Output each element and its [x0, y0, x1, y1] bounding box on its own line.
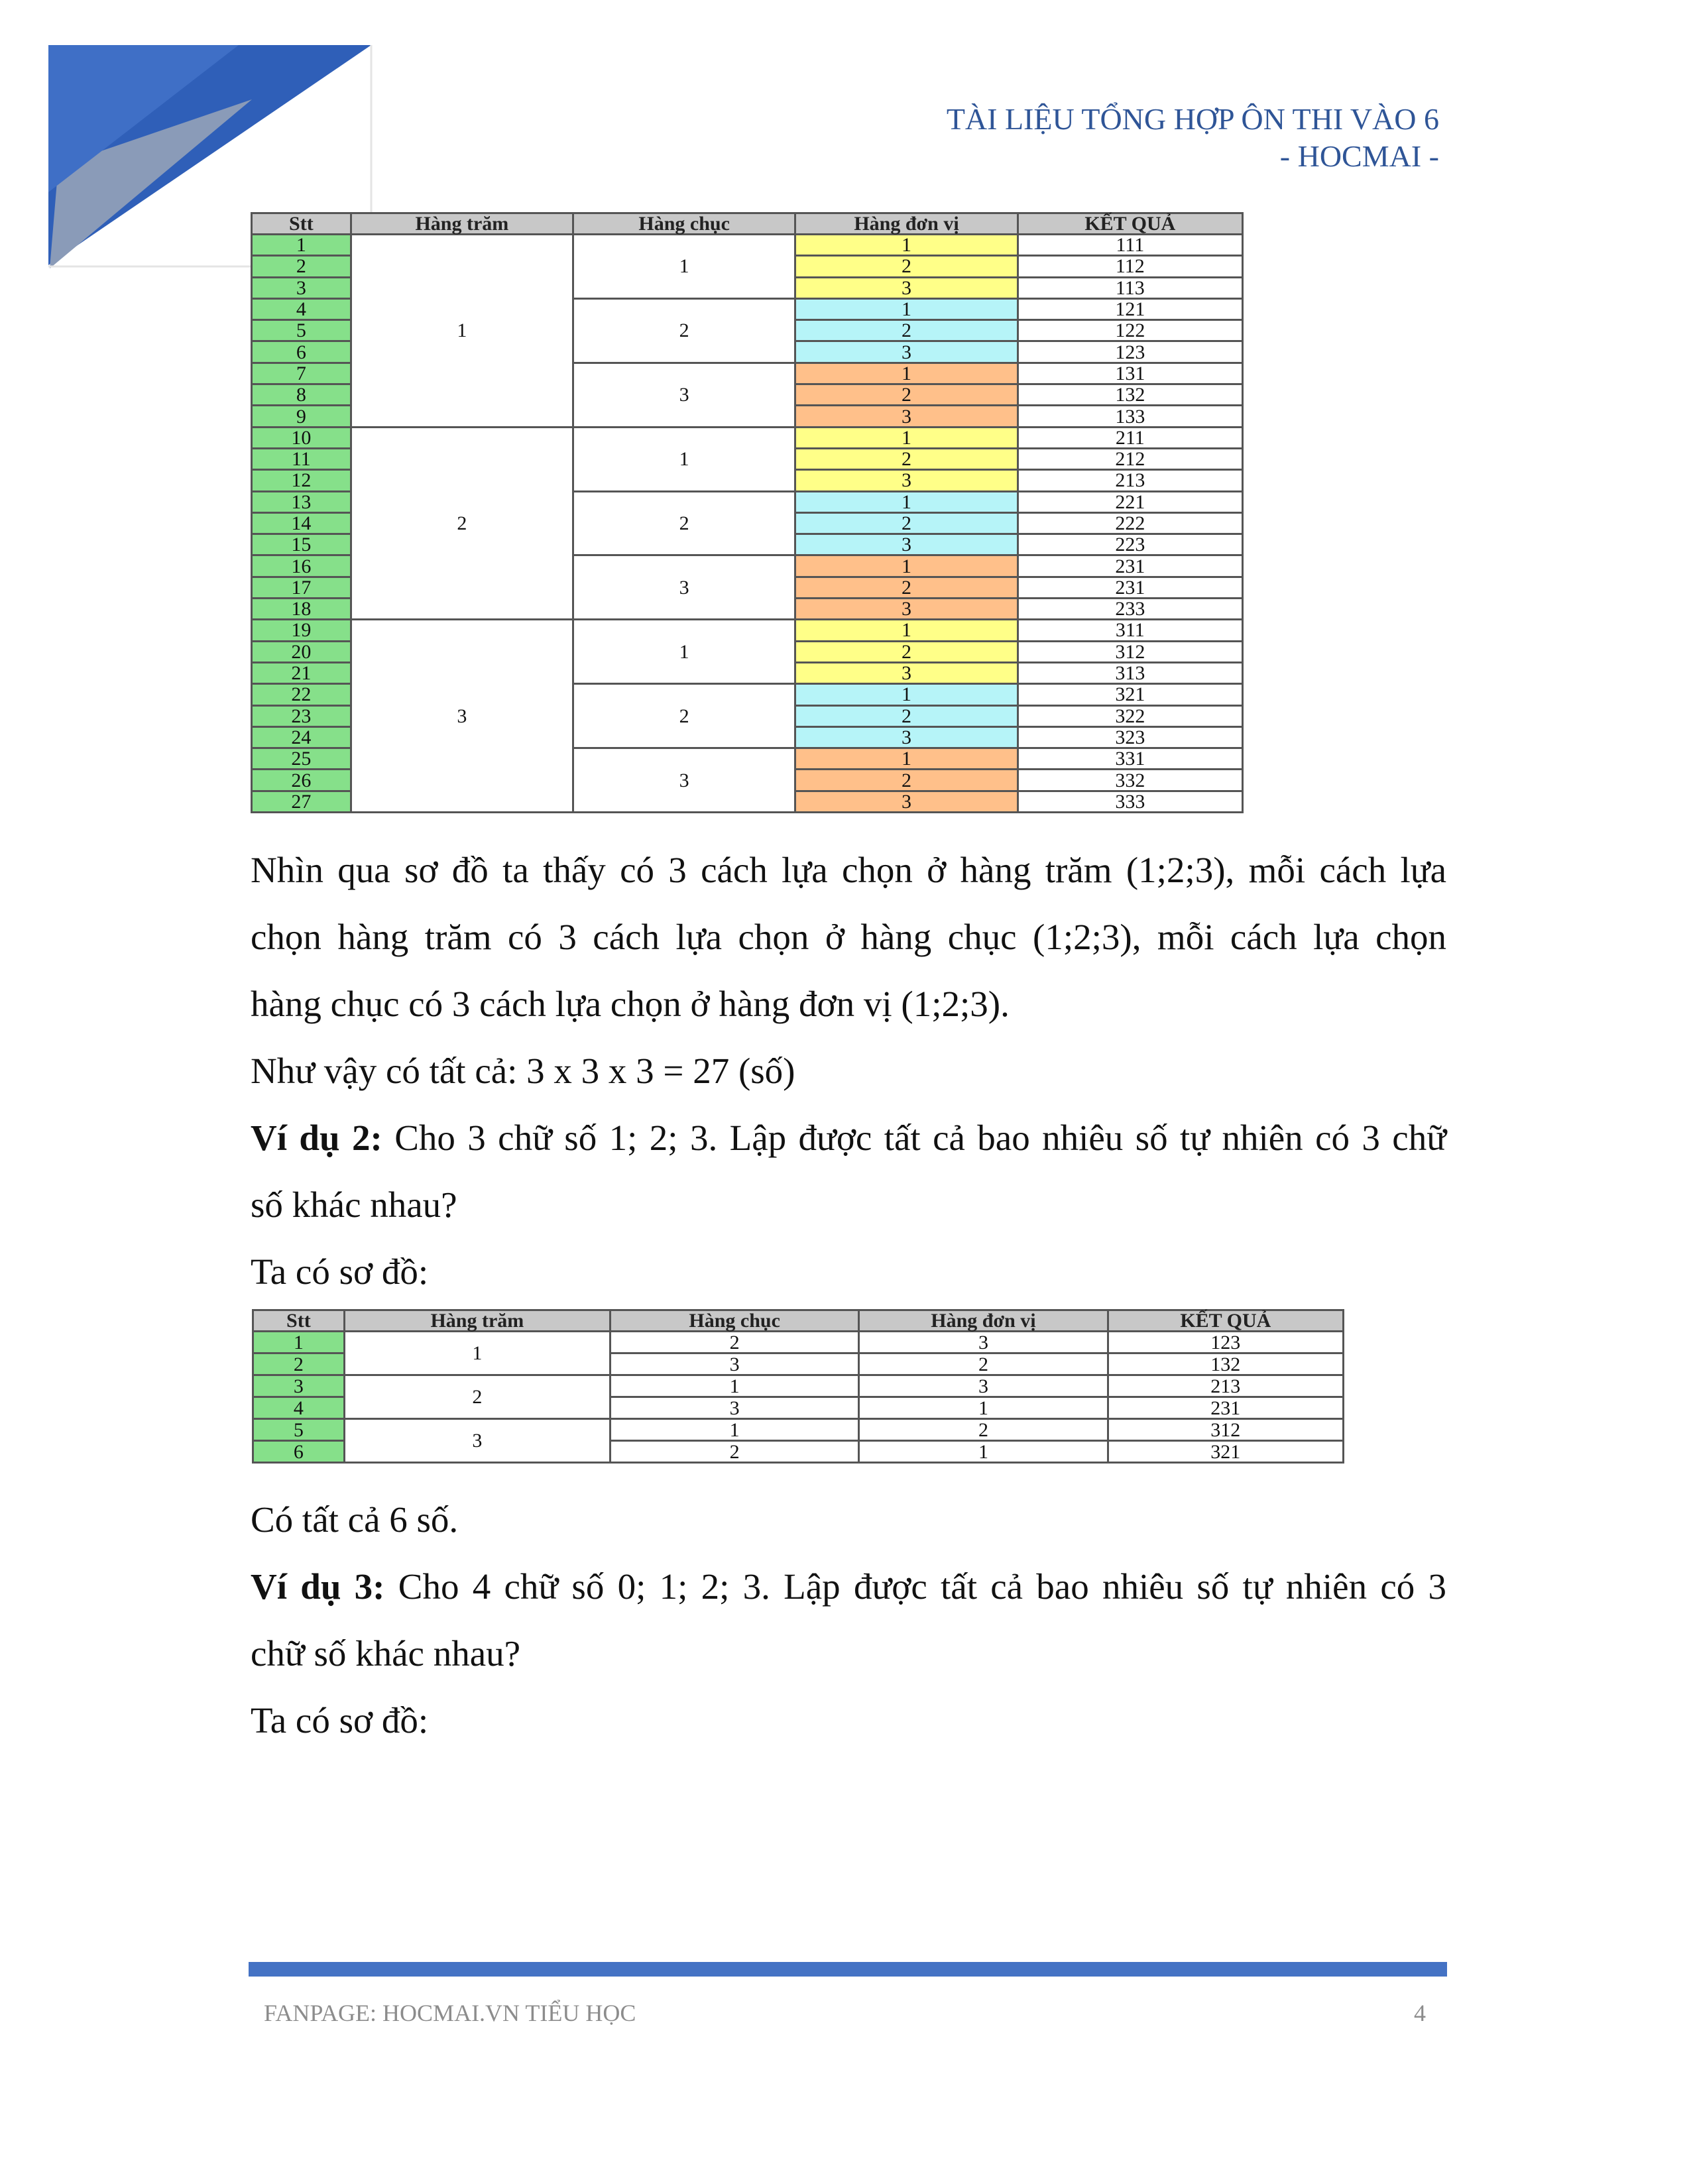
stt-cell: 9 [252, 406, 351, 427]
stt-cell: 10 [252, 427, 351, 448]
example-3-line-2: chữ số khác nhau? [251, 1633, 521, 1674]
units-cell: 2 [795, 577, 1018, 598]
units-cell: 1 [795, 748, 1018, 770]
stt-cell: 25 [252, 748, 351, 770]
example-2-line-2: số khác nhau? [251, 1184, 457, 1225]
units-cell: 3 [795, 406, 1018, 427]
tens-cell: 3 [573, 555, 795, 620]
explanation-line-3: hàng chục có 3 cách lựa chọn ở hàng đơn vị (1;2;3). [251, 984, 1010, 1024]
stt-cell: 2 [252, 256, 351, 277]
result-cell: 233 [1018, 599, 1242, 620]
hundreds-cell: 2 [344, 1375, 610, 1419]
tens-cell: 2 [573, 684, 795, 748]
col-header-hundreds: Hàng trăm [344, 1310, 610, 1332]
tens-cell: 3 [611, 1353, 859, 1375]
result-cell: 212 [1018, 448, 1242, 469]
units-cell: 1 [795, 235, 1018, 256]
units-cell: 3 [795, 791, 1018, 812]
result-cell: 123 [1108, 1332, 1343, 1353]
units-cell: 2 [795, 320, 1018, 341]
example-2-summary: Có tất cả 6 số. [251, 1499, 459, 1540]
stt-cell: 17 [252, 577, 351, 598]
stt-cell: 14 [252, 512, 351, 534]
tens-cell: 1 [573, 620, 795, 684]
tens-cell: 1 [573, 235, 795, 299]
tens-cell: 3 [573, 363, 795, 427]
result-cell: 311 [1018, 620, 1242, 641]
hundreds-cell: 3 [344, 1419, 610, 1463]
result-cell: 231 [1108, 1397, 1343, 1419]
stt-cell: 12 [252, 470, 351, 491]
result-cell: 223 [1018, 534, 1242, 555]
result-cell: 221 [1018, 491, 1242, 512]
tens-cell: 2 [611, 1441, 859, 1463]
explanation-line-1: Nhìn qua sơ đồ ta thấy có 3 cách lựa chọn ở hàng trăm (1;2;3), mỗi cách lựa [251, 850, 1446, 890]
result-cell: 321 [1018, 684, 1242, 705]
header-title: TÀI LIỆU TỔNG HỢP ÔN THI VÀO 6 [946, 102, 1439, 136]
stt-cell: 23 [252, 705, 351, 726]
units-cell: 3 [795, 470, 1018, 491]
hundreds-cell: 1 [351, 235, 573, 428]
page-number: 4 [1414, 2000, 1426, 2026]
stt-cell: 5 [253, 1419, 345, 1441]
units-cell: 2 [795, 448, 1018, 469]
table-three-digit-distinct [252, 1309, 1344, 1464]
stt-cell: 7 [252, 363, 351, 384]
table-header-row [253, 1310, 1344, 1332]
col-header-result: KẾT QUẢ [1108, 1310, 1343, 1332]
example-3-question: Cho 4 chữ số 0; 1; 2; 3. Lập được tất cả bao nhiêu số tự nhiên có 3 [398, 1566, 1447, 1607]
stt-cell: 20 [252, 641, 351, 662]
example-3-line-1 [251, 1553, 1446, 1620]
result-cell: 231 [1018, 555, 1242, 577]
units-cell: 1 [795, 555, 1018, 577]
stt-cell: 21 [252, 662, 351, 683]
tens-cell: 2 [573, 298, 795, 363]
result-cell: 113 [1018, 277, 1242, 298]
footer-divider [249, 1962, 1447, 1977]
col-header-tens: Hàng chục [611, 1310, 859, 1332]
stt-cell: 4 [253, 1397, 345, 1419]
col-header-tens: Hàng chục [573, 213, 795, 235]
result-cell: 321 [1108, 1441, 1343, 1463]
result-cell: 123 [1018, 341, 1242, 363]
table-row [252, 235, 1243, 256]
stt-cell: 15 [252, 534, 351, 555]
units-cell: 2 [795, 256, 1018, 277]
stt-cell: 3 [252, 277, 351, 298]
units-cell: 1 [795, 298, 1018, 319]
tens-cell: 2 [611, 1332, 859, 1353]
tens-cell: 1 [573, 427, 795, 491]
tens-cell: 3 [611, 1397, 859, 1419]
table-row [253, 1332, 1344, 1353]
units-cell: 3 [859, 1375, 1108, 1397]
col-header-result: KẾT QUẢ [1018, 213, 1242, 235]
units-cell: 3 [859, 1332, 1108, 1353]
hundreds-cell: 1 [344, 1332, 610, 1375]
units-cell: 2 [859, 1353, 1108, 1375]
col-header-units: Hàng đơn vị [859, 1310, 1108, 1332]
units-cell: 3 [795, 599, 1018, 620]
result-cell: 322 [1018, 705, 1242, 726]
stt-cell: 2 [253, 1353, 345, 1375]
units-cell: 1 [795, 620, 1018, 641]
units-cell: 1 [795, 427, 1018, 448]
header-subtitle: - HOCMAI - [1279, 139, 1439, 173]
units-cell: 2 [859, 1419, 1108, 1441]
example-2-question: Cho 3 chữ số 1; 2; 3. Lập được tất cả bao nhiêu số tự nhiên có 3 chữ [394, 1118, 1447, 1158]
result-cell: 333 [1018, 791, 1242, 812]
result-cell: 112 [1018, 256, 1242, 277]
units-cell: 3 [795, 277, 1018, 298]
example-2-label: Ví dụ 2: [251, 1118, 382, 1158]
units-cell: 3 [795, 662, 1018, 683]
stt-cell: 8 [252, 384, 351, 406]
total-line: Như vậy có tất cả: 3 x 3 x 3 = 27 (số) [251, 1051, 795, 1091]
result-cell: 133 [1018, 406, 1242, 427]
units-cell: 2 [795, 770, 1018, 791]
col-header-stt: Stt [252, 213, 351, 235]
units-cell: 2 [795, 512, 1018, 534]
example-3-label: Ví dụ 3: [251, 1566, 385, 1607]
result-cell: 121 [1018, 298, 1242, 319]
units-cell: 1 [795, 491, 1018, 512]
units-cell: 1 [859, 1397, 1108, 1419]
units-cell: 2 [795, 641, 1018, 662]
units-cell: 3 [795, 534, 1018, 555]
result-cell: 222 [1018, 512, 1242, 534]
result-cell: 231 [1018, 577, 1242, 598]
result-cell: 323 [1018, 726, 1242, 748]
units-cell: 3 [795, 341, 1018, 363]
stt-cell: 6 [253, 1441, 345, 1463]
table-row [253, 1375, 1344, 1397]
result-cell: 312 [1018, 641, 1242, 662]
explanation-line-2: chọn hàng trăm có 3 cách lựa chọn ở hàng chục (1;2;3), mỗi cách lựa chọn [251, 917, 1446, 957]
result-cell: 122 [1018, 320, 1242, 341]
result-cell: 332 [1018, 770, 1242, 791]
stt-cell: 19 [252, 620, 351, 641]
stt-cell: 22 [252, 684, 351, 705]
units-cell: 2 [795, 705, 1018, 726]
example-2-intro: Ta có sơ đồ: [251, 1251, 429, 1292]
tens-cell: 1 [611, 1419, 859, 1441]
tens-cell: 2 [573, 491, 795, 555]
table-row [252, 620, 1243, 641]
col-header-hundreds: Hàng trăm [351, 213, 573, 235]
stt-cell: 24 [252, 726, 351, 748]
stt-cell: 3 [253, 1375, 345, 1397]
result-cell: 211 [1018, 427, 1242, 448]
stt-cell: 27 [252, 791, 351, 812]
stt-cell: 5 [252, 320, 351, 341]
stt-cell: 26 [252, 770, 351, 791]
units-cell: 2 [795, 384, 1018, 406]
table-header-row [252, 213, 1243, 235]
units-cell: 1 [795, 684, 1018, 705]
hundreds-cell: 2 [351, 427, 573, 620]
result-cell: 313 [1018, 662, 1242, 683]
example-2-line-1 [251, 1104, 1446, 1171]
units-cell: 1 [795, 363, 1018, 384]
result-cell: 213 [1018, 470, 1242, 491]
tens-cell: 3 [573, 748, 795, 813]
footer-fanpage: FANPAGE: HOCMAI.VN TIỂU HỌC [264, 2000, 636, 2026]
example-3-intro: Ta có sơ đồ: [251, 1700, 429, 1741]
stt-cell: 11 [252, 448, 351, 469]
result-cell: 132 [1018, 384, 1242, 406]
hundreds-cell: 3 [351, 620, 573, 813]
table-row [253, 1419, 1344, 1441]
tens-cell: 1 [611, 1375, 859, 1397]
units-cell: 3 [795, 726, 1018, 748]
stt-cell: 6 [252, 341, 351, 363]
result-cell: 132 [1108, 1353, 1343, 1375]
stt-cell: 13 [252, 491, 351, 512]
result-cell: 312 [1108, 1419, 1343, 1441]
table-row [252, 427, 1243, 448]
result-cell: 131 [1018, 363, 1242, 384]
stt-cell: 4 [252, 298, 351, 319]
stt-cell: 1 [252, 235, 351, 256]
table-three-digit-with-repeat [251, 212, 1244, 813]
units-cell: 1 [859, 1441, 1108, 1463]
result-cell: 111 [1018, 235, 1242, 256]
col-header-units: Hàng đơn vị [795, 213, 1018, 235]
result-cell: 331 [1018, 748, 1242, 770]
result-cell: 213 [1108, 1375, 1343, 1397]
stt-cell: 1 [253, 1332, 345, 1353]
col-header-stt: Stt [253, 1310, 345, 1332]
stt-cell: 18 [252, 599, 351, 620]
stt-cell: 16 [252, 555, 351, 577]
